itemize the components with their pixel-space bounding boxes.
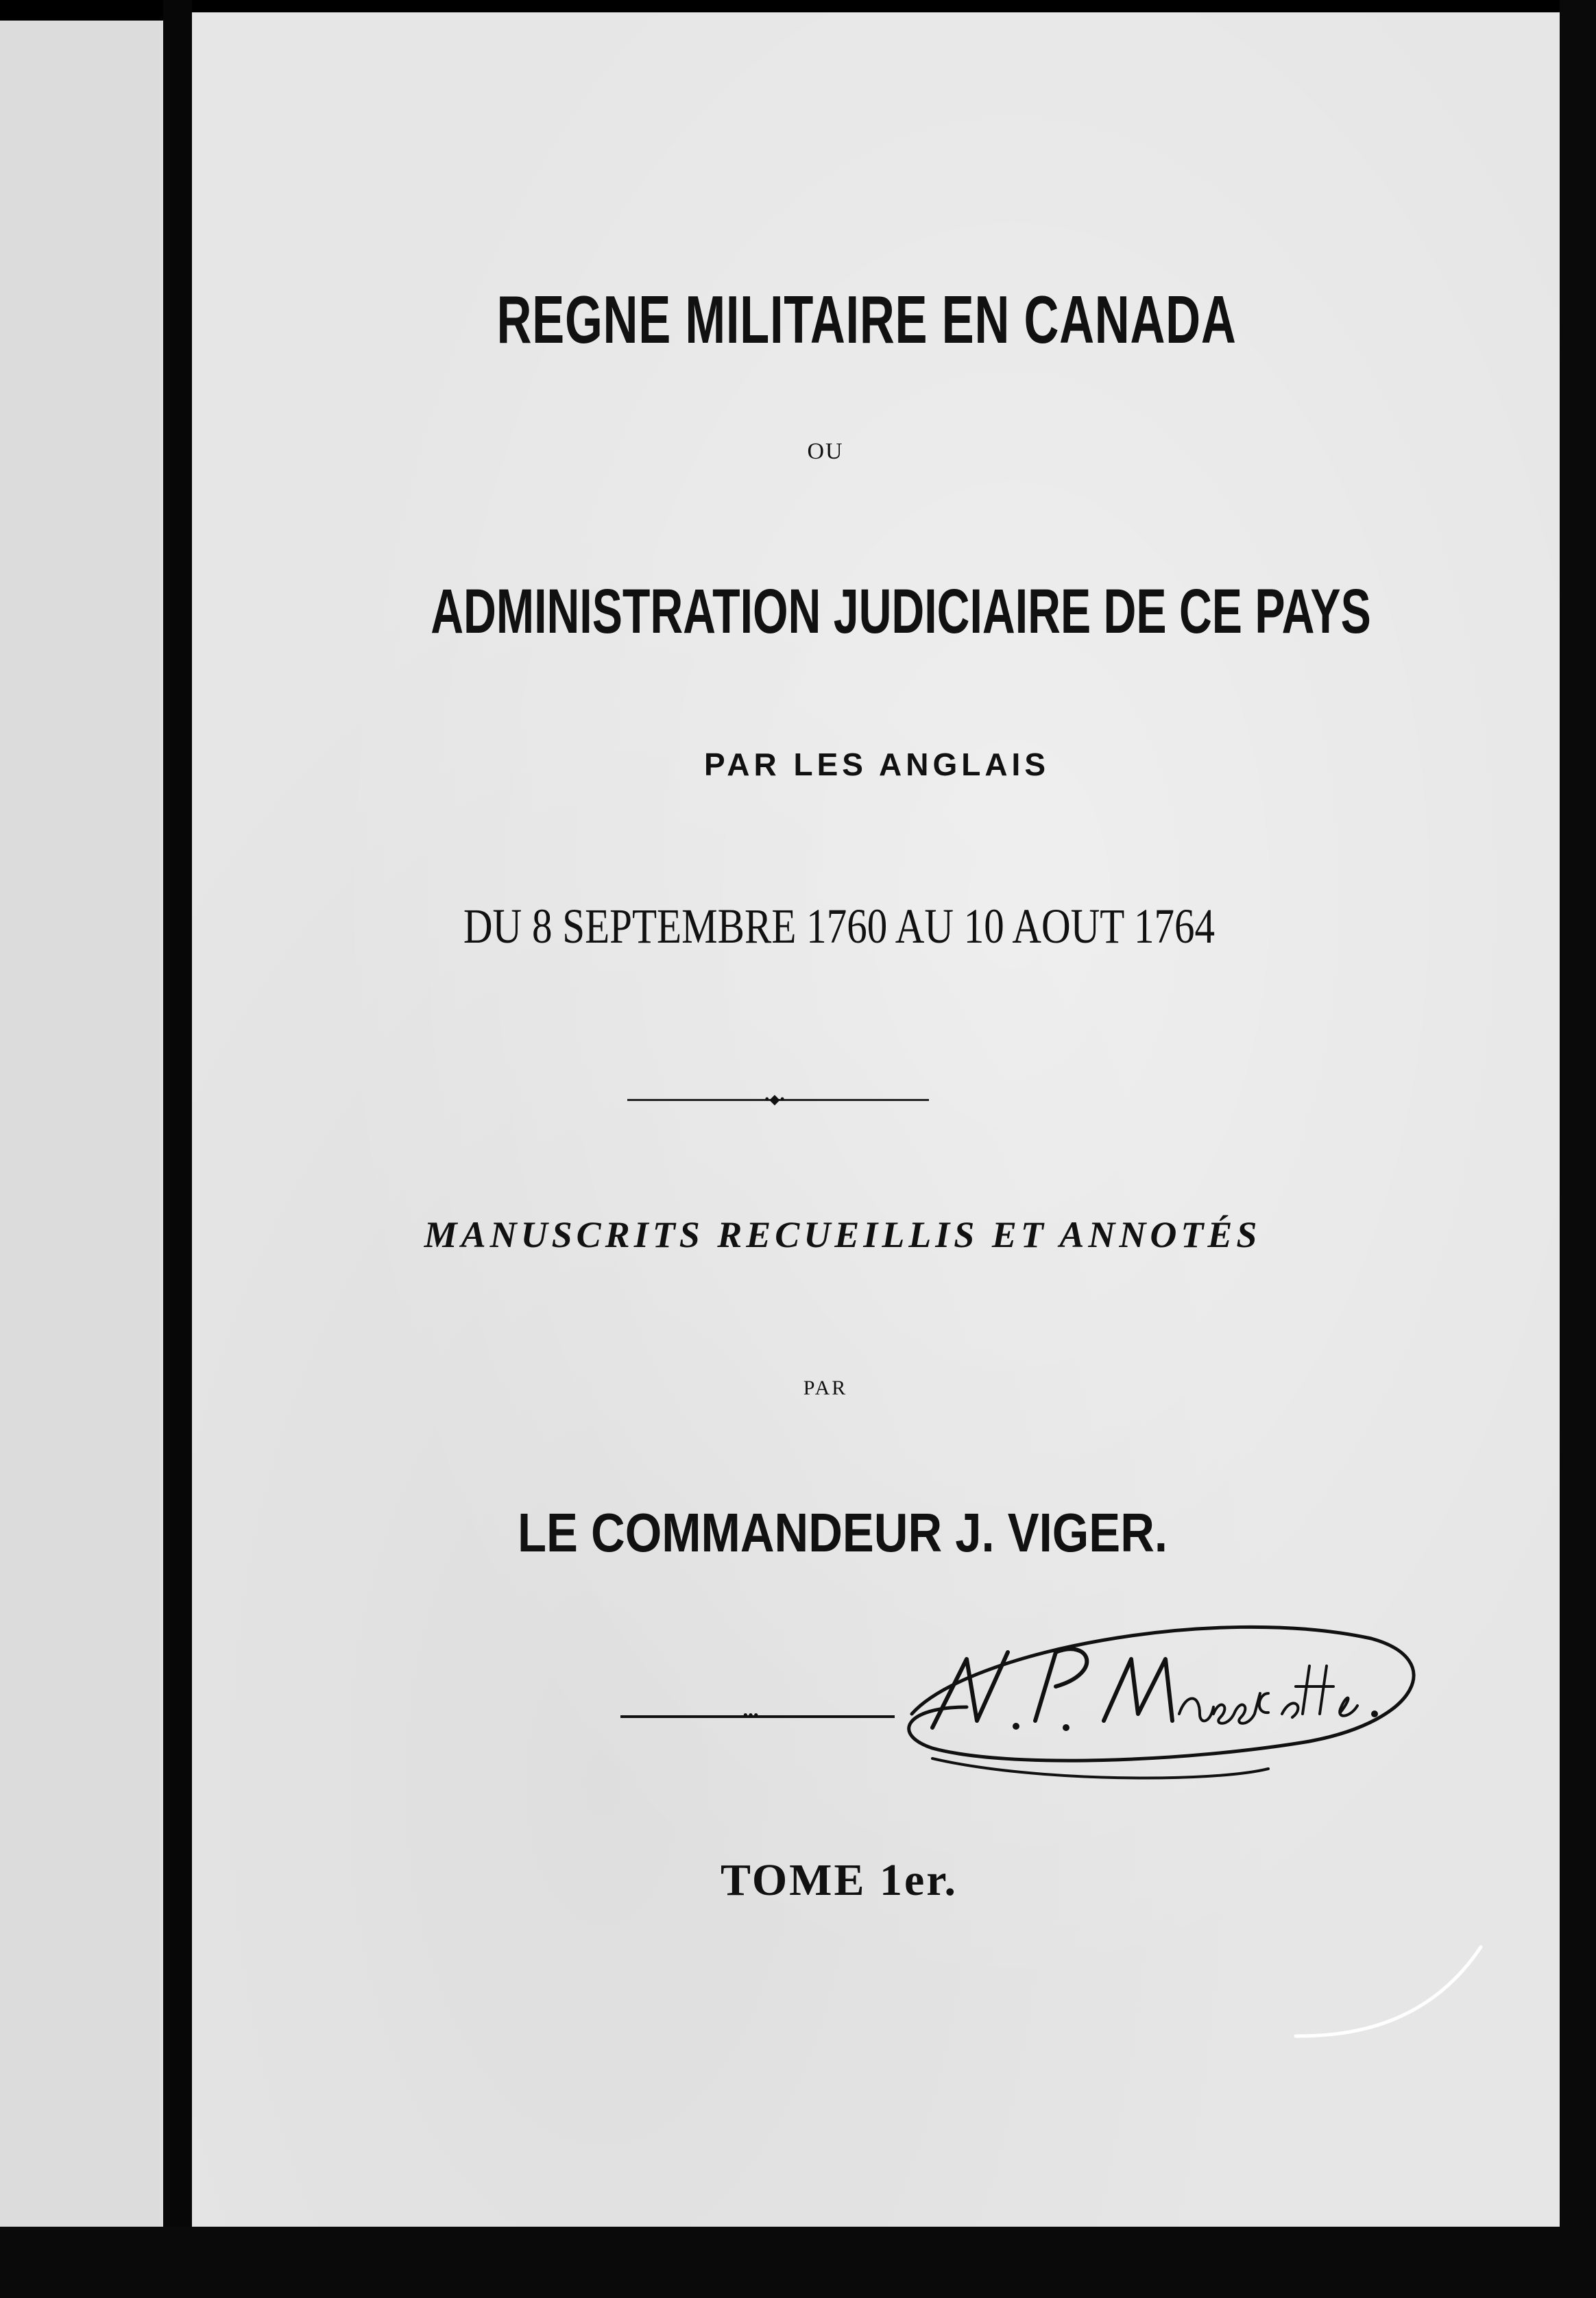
right-page-edge: [1560, 0, 1596, 2298]
bottom-page-edge: [0, 2227, 1596, 2298]
author: LE COMMANDEUR J. VIGER.: [518, 1502, 1168, 1563]
subtitle: MANUSCRITS RECUEILLIS ET ANNOTÉS: [424, 1214, 1261, 1255]
title-line-1: REGNE MILITAIRE EN CANADA: [496, 282, 1237, 357]
date-range: DU 8 SEPTEMBRE 1760 AU 10 AOUT 1764: [463, 899, 1216, 954]
book-binding: [163, 0, 192, 2298]
conjunction: OU: [807, 439, 844, 464]
signature-rule-ornament-icon: •••: [742, 1706, 759, 1724]
volume-label: TOME 1er.: [720, 1855, 958, 1905]
ornament-icon: •◆•: [764, 1092, 785, 1107]
by-the-english: PAR LES ANGLAIS: [703, 747, 1050, 782]
title-line-2: ADMINISTRATION JUDICIAIRE DE CE PAYS: [431, 577, 1371, 646]
by-line: PAR: [803, 1377, 848, 1399]
paper-scratch-mark: [1289, 1933, 1495, 2050]
handwritten-signature: [830, 1611, 1426, 1803]
adjacent-page-edge: [0, 21, 163, 2249]
